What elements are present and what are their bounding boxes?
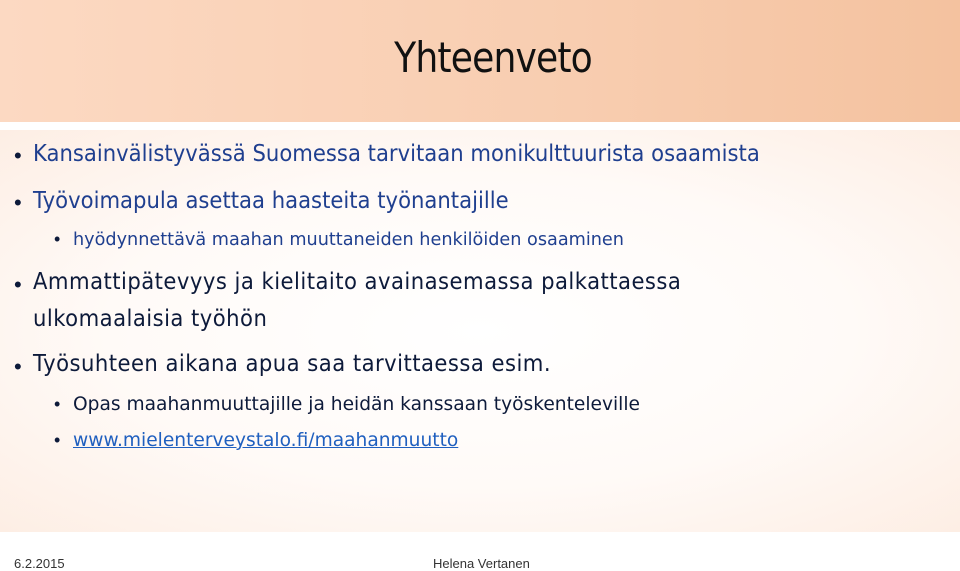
bullet-dot: •	[14, 354, 22, 379]
bullet-item: Ammattipätevyys ja kielitaito avainasemassa palkattaessa	[33, 269, 682, 295]
bullet-dot: •	[14, 190, 22, 215]
bullet-item: Kansainvälistyvässä Suomessa tarvitaan monikulttuurista osaamista	[33, 141, 760, 167]
sub-bullet-dot: •	[54, 394, 61, 414]
bullet-item: Työvoimapula asettaa haasteita työnantajille	[33, 188, 509, 214]
sub-bullet-dot: •	[54, 430, 61, 450]
sub-bullet-item: Opas maahanmuuttajille ja heidän kanssaan työskenteleville	[73, 393, 640, 415]
bullet-item-continuation: ulkomaalaisia työhön	[33, 306, 268, 332]
title-band	[0, 0, 960, 122]
footer-date: 6.2.2015	[14, 556, 65, 571]
bullet-item: Työsuhteen aikana apua saa tarvittaessa esim.	[33, 351, 552, 377]
bullet-dot: •	[14, 143, 22, 168]
sub-bullet-item: hyödynnettävä maahan muuttaneiden henkilöiden osaaminen	[73, 229, 624, 250]
slide-title: Yhteenveto	[394, 33, 592, 82]
bullet-dot: •	[14, 272, 22, 297]
mielenterveystalo-link[interactable]: www.mielenterveystalo.fi/maahanmuutto	[73, 429, 459, 451]
footer-author: Helena Vertanen	[433, 556, 530, 571]
sub-bullet-dot: •	[54, 229, 61, 249]
